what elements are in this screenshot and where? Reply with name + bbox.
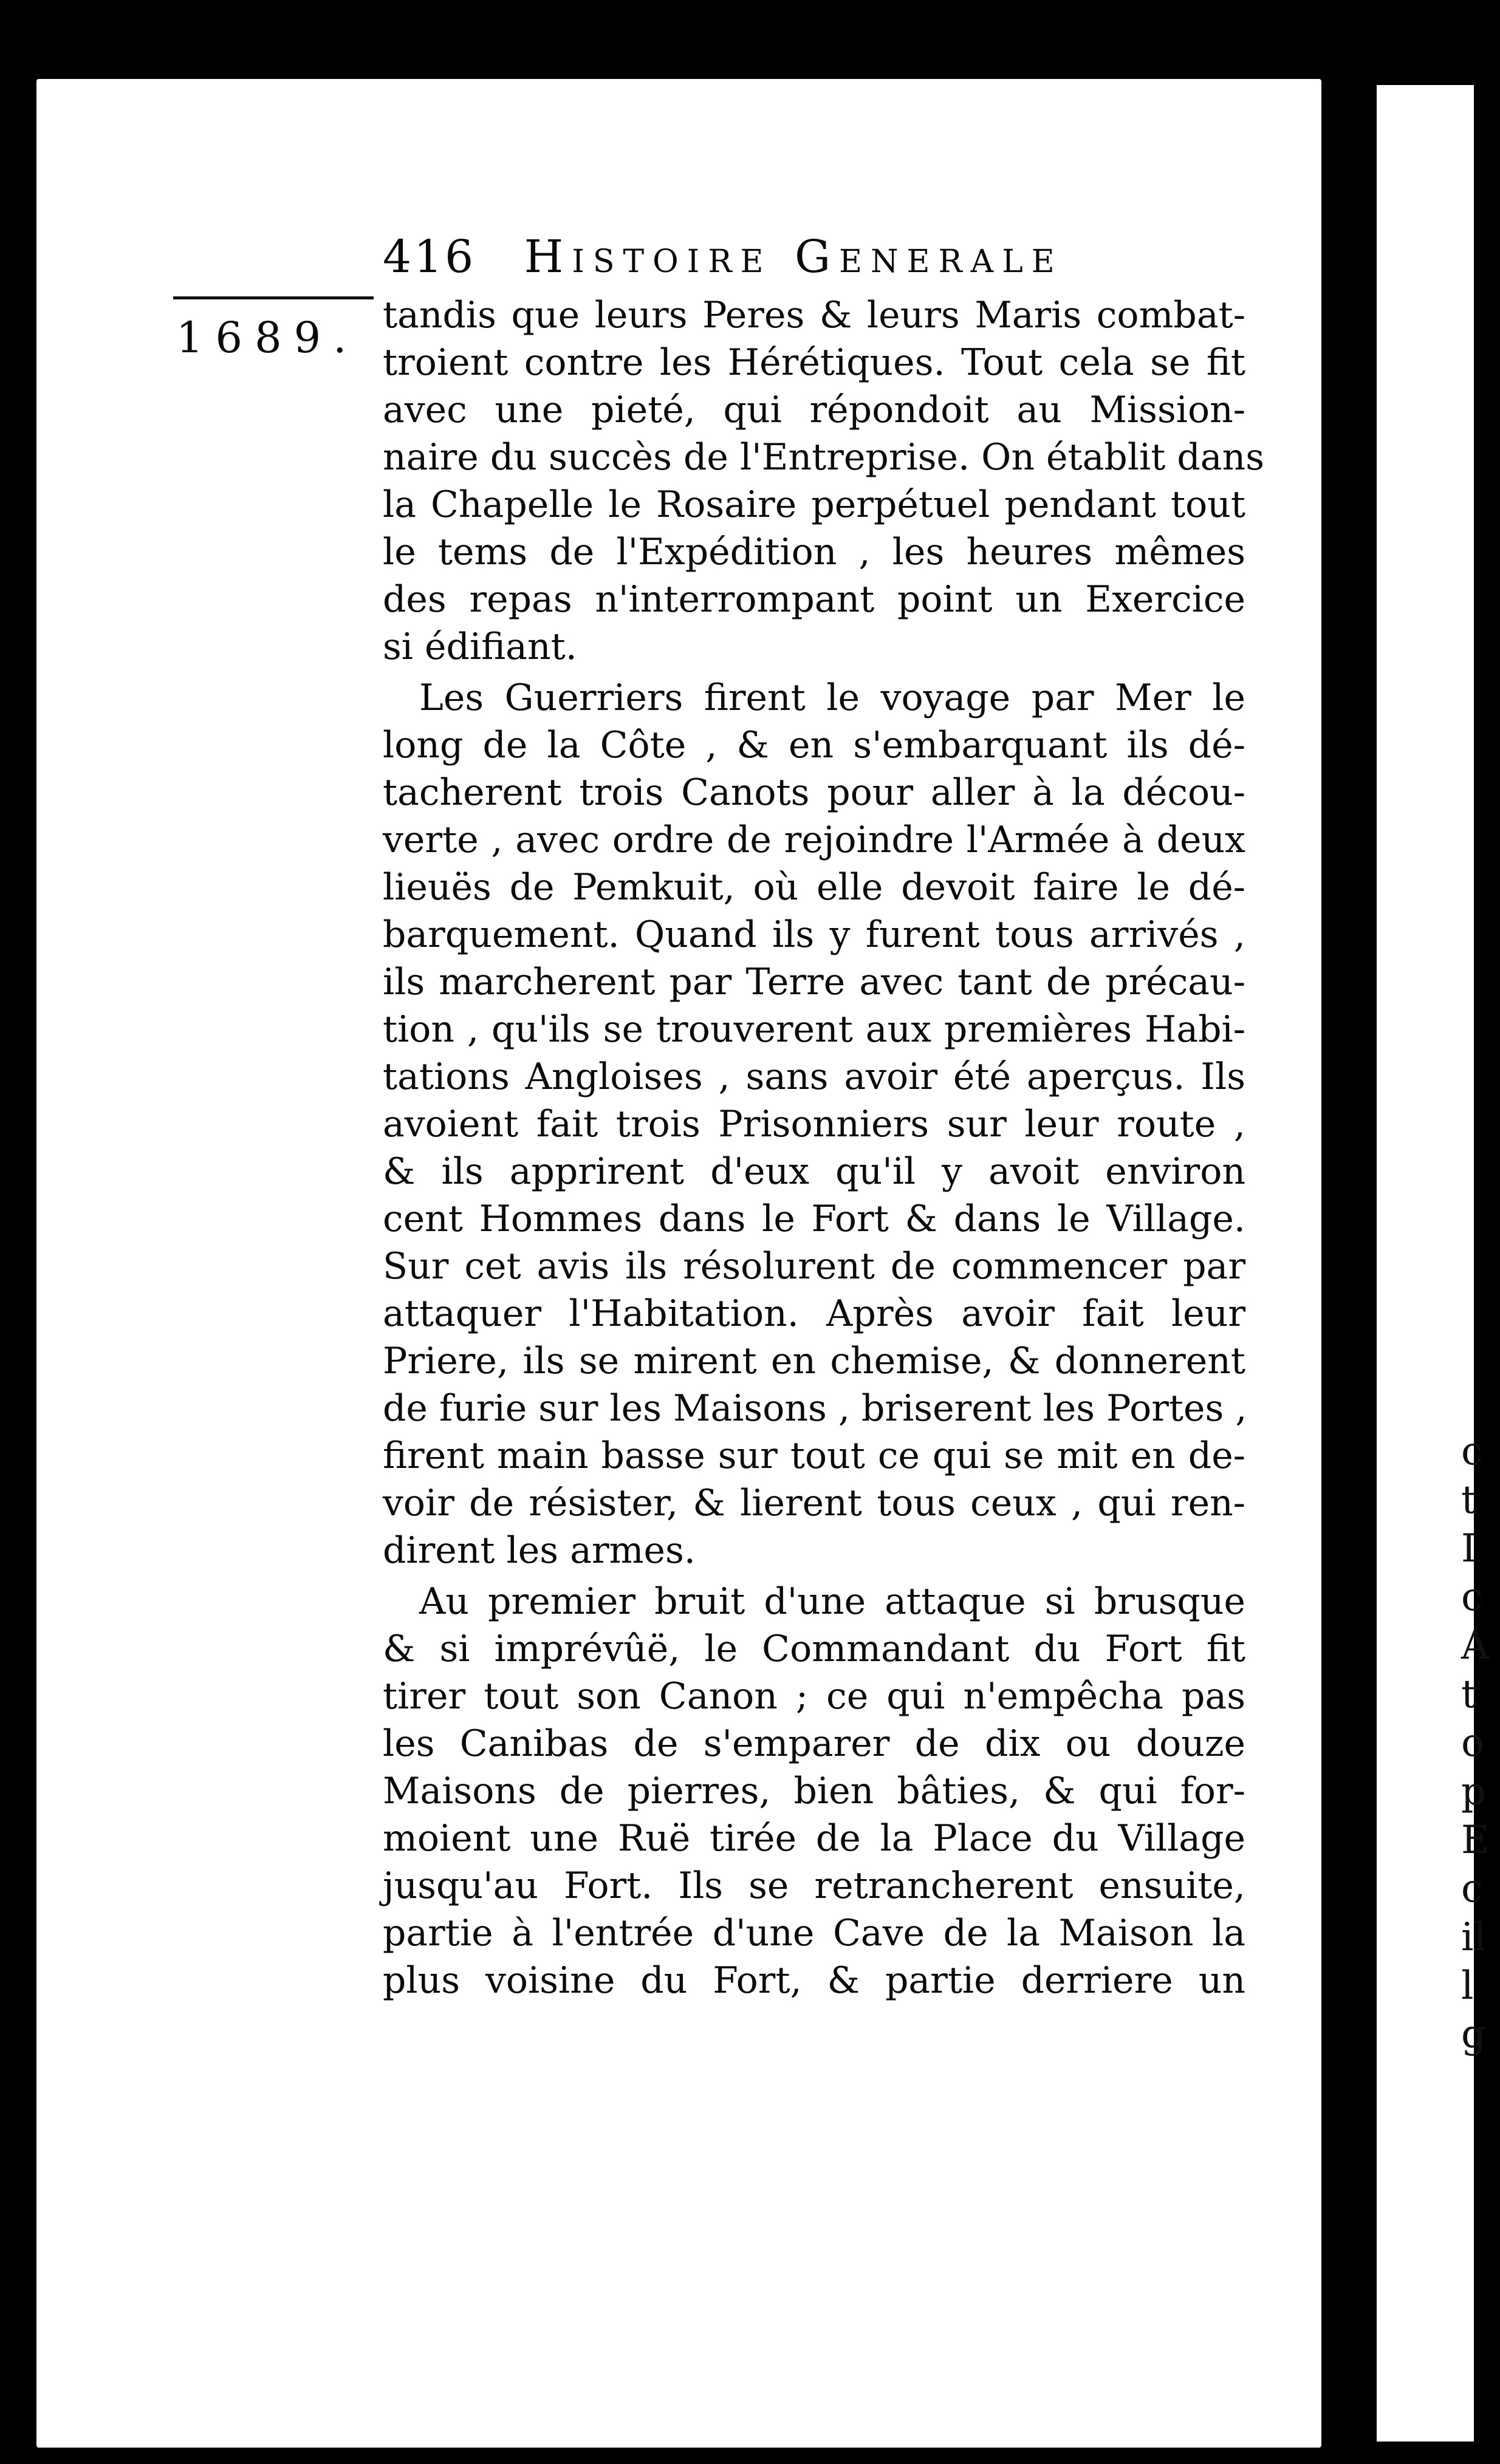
text-line: les Canibas de s'emparer de dix ou douze [383,1722,1245,1765]
page-number: 416 [383,231,476,283]
facing-page-fragment: c t I c A t o p E c il l g [1461,1429,1490,2057]
text-line: des repas n'interrompant point un Exercice [383,578,1245,621]
text-line: verte , avec ordre de rejoindre l'Armée à deux [383,819,1245,861]
text-line: attaquer l'Habitation. Après avoir fait leur [383,1292,1245,1335]
margin-rule [173,296,374,299]
text-line: Sur cet avis ils résolurent de commencer par [383,1245,1245,1288]
running-title: Histoire Generale [524,231,1063,283]
text-line: tandis que leurs Peres & leurs Maris combat- [383,294,1245,336]
text-line: tirer tout son Canon ; ce qui n'empêcha pas [383,1675,1245,1718]
paragraph-3 [383,1578,1245,2004]
body-text [383,292,1265,2004]
text-line: cent Hommes dans le Fort & dans le Village. [383,1198,1245,1240]
text-line: Au premier bruit d'une attaque si brusque [419,1580,1245,1623]
text-line: firent main basse sur tout ce qui se mit en de- [383,1435,1245,1477]
text-line: naire du succès de l'Entreprise. On établit dans [383,436,1265,479]
text-line: ils marcherent par Terre avec tant de précau- [383,961,1245,1003]
text-line: avoient fait trois Prisonniers sur leur route , [383,1103,1245,1145]
text-line: & ils apprirent d'eux qu'il y avoit environ [383,1150,1245,1193]
text-line: plus voisine du Fort, & partie derriere un [383,1959,1245,2002]
text-line: moient une Ruë tirée de la Place du Village [383,1817,1245,1860]
text-line: tacherent trois Canots pour aller à la décou- [383,771,1245,814]
text-line: la Chapelle le Rosaire perpétuel pendant tout [383,483,1245,526]
margin-year: 1689. [176,313,359,363]
paragraph-2 [383,674,1245,1574]
text-line: troient contre les Hérétiques. Tout cela se fit [383,341,1245,384]
text-line: partie à l'entrée d'une Cave de la Maison la [383,1912,1245,1954]
text-line: long de la Côte , & en s'embarquant ils dé- [383,724,1245,766]
text-line: voir de résister, & lierent tous ceux , qui ren- [383,1482,1245,1524]
text-line: avec une pieté, qui répondoit au Mission- [383,389,1245,431]
text-line: le tems de l'Expédition , les heures mêmes [383,531,1245,573]
text-line: dirent les armes. [383,1529,696,1572]
text-line: si édifiant. [383,626,577,668]
running-head [383,231,1173,283]
text-line: tion , qu'ils se trouverent aux premières Habi- [383,1008,1245,1051]
text-line: Priere, ils se mirent en chemise, & donnerent [383,1340,1245,1382]
paragraph-1 [383,292,1265,671]
text-line: de furie sur les Maisons , briserent les Portes , [383,1387,1247,1430]
text-line: barquement. Quand ils y furent tous arrivés , [383,913,1245,956]
facing-page-edge [1377,85,1474,2442]
text-line: tations Angloises , sans avoir été aperçus. Ils [383,1056,1245,1098]
text-line: Maisons de pierres, bien bâties, & qui for- [383,1770,1245,1812]
text-line: & si imprévûë, le Commandant du Fort fit [383,1628,1245,1670]
text-line: lieuës de Pemkuit, où elle devoit faire le dé- [383,866,1245,909]
text-line: jusqu'au Fort. Ils se retrancherent ensuite, [383,1865,1245,1907]
text-line: Les Guerriers firent le voyage par Mer le [419,677,1245,719]
